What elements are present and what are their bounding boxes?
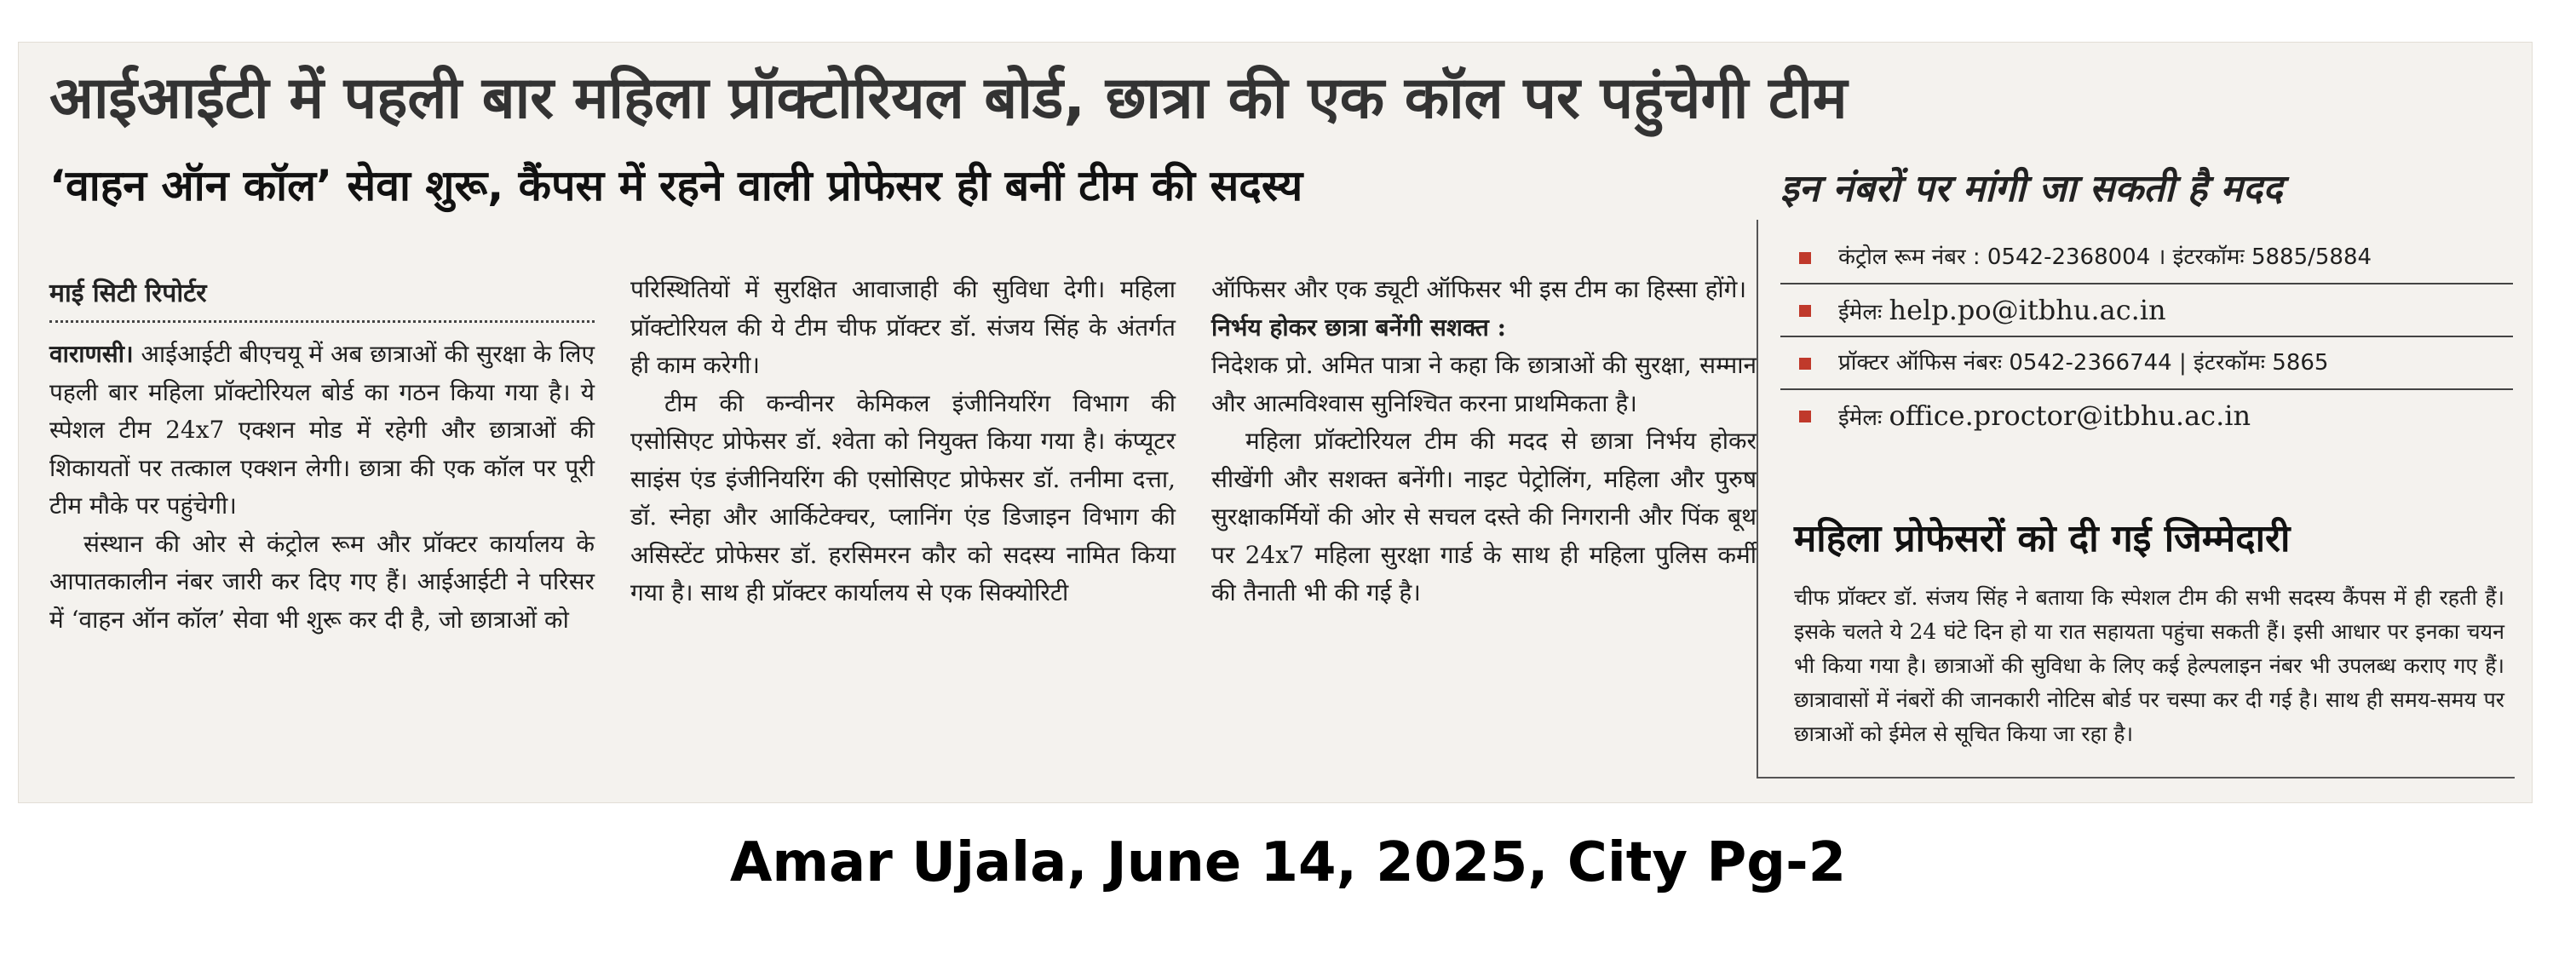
article-paragraph: निदेशक प्रो. अमित पात्रा ने कहा कि छात्राओं की सुरक्षा, सम्मान और आत्मविश्वास सुनिश्चित करना प्राथमिकता है।	[1211, 351, 1757, 417]
extension-value: 5865	[2272, 350, 2329, 376]
email-address: office.proctor@itbhu.ac.in	[1889, 399, 2251, 432]
separator: |	[2178, 350, 2187, 376]
source-caption: Amar Ujala, June 14, 2025, City Pg-2	[729, 831, 1847, 894]
contact-row-proctor-office	[1780, 337, 2513, 390]
article-paragraph-text: आईआईटी बीएचयू में अब छात्राओं की सुरक्षा के लिए पहली बार महिला प्रॉक्टोरियल बोर्ड का गठन किया गया है। ये स्पेशल टीम 24x7 एक्शन मोड में रहेगी और छात्राओं की शिकायतों पर तत्काल एक्शन लेगी। छात्रा की एक कॉल पर पूरी टीम मौके पर पहुंचेगी।	[49, 340, 595, 520]
newspaper-clipping	[19, 43, 2532, 802]
byline: माई सिटी रिपोर्टर	[49, 279, 207, 308]
contact-list	[1780, 232, 2513, 441]
square-bullet-icon	[1799, 358, 1811, 370]
extension-label: इंटरकॉमः	[2194, 350, 2266, 376]
extension-label: इंटरकॉमः	[2172, 244, 2245, 270]
article-column-3	[1211, 271, 1757, 612]
sidebar-title: इन नंबरों पर मांगी जा सकती है मदद	[1780, 167, 2283, 210]
sidebar-divider	[1757, 220, 1758, 779]
box-text: चीफ प्रॉक्टर डॉ. संजय सिंह ने बताया कि स्पेशल टीम की सभी सदस्य कैंपस में ही रहती हैं। इसके चलते ये 24 घंटे दिन हो या रात सहायता पहुंचा सकती हैं। इसी आधार पर इनका चयन भी किया गया है। छात्राओं की सुविधा के लिए कई हेल्पलाइन नंबर भी उपलब्ध कराए गए हैं। छात्रावासों में नंबरों की जानकारी नोटिस बोर्ड पर चस्पा कर दी गई है। साथ ही समय-समय पर छात्राओं को ईमेल से सूचित किया जा रहा है।	[1794, 585, 2504, 746]
square-bullet-icon	[1799, 411, 1811, 422]
headline: आईआईटी में पहली बार महिला प्रॉक्टोरियल बोर्ड, छात्रा की एक कॉल पर पहुंचेगी टीम	[49, 65, 1848, 132]
article-paragraph: संस्थान की ओर से कंट्रोल रूम और प्रॉक्टर कार्यालय के आपातकालीन नंबर जारी कर दिए गए हैं। आईआईटी ने परिसर में ‘वाहन ऑन कॉल’ सेवा भी शुरू कर दी है, जो छात्राओं को	[49, 529, 595, 634]
article-paragraph	[49, 336, 595, 526]
contact-label: कंट्रोल रूम नंबर :	[1838, 244, 1981, 270]
separator: ।	[2157, 244, 2166, 270]
contact-label: ईमेलः	[1838, 405, 1883, 431]
article-paragraph: ऑफिसर और एक ड्यूटी ऑफिसर भी इस टीम का हिस्सा होंगे।	[1211, 275, 1747, 303]
contact-label: ईमेलः	[1838, 300, 1883, 325]
article-paragraph	[1211, 309, 1757, 348]
square-bullet-icon	[1799, 252, 1811, 264]
article-column-1	[49, 336, 595, 639]
article-paragraph: महिला प्रॉक्टोरियल टीम की मदद से छात्रा निर्भय होकर सीखेंगी और सशक्त बनेंगी। नाइट पेट्रोलिंग, महिला और पुरुष सुरक्षाकर्मियों की ओर से सचल दस्ते की निगरानी और पिंक बूथ पर 24x7 महिला सुरक्षा गार्ड के साथ ही महिला पुलिस कर्मी की तैनाती भी की गई है।	[1211, 427, 1757, 606]
dateline: वाराणसी।	[49, 340, 134, 368]
contact-value: 0542-2366744	[2009, 350, 2172, 376]
sidebar-bottom-rule	[1757, 777, 2515, 779]
contact-value: 0542-2368004	[1987, 244, 2151, 270]
article-paragraph: टीम की कन्वीनर केमिकल इंजीनियरिंग विभाग की एसोसिएट प्रोफेसर डॉ. श्वेता को नियुक्त किया गया है। कंप्यूटर साइंस एंड इंजीनियरिंग की एसोसिएट प्रोफेसर डॉ. तनीमा दत्ता, डॉ. स्नेहा और आर्किटेक्चर, प्लानिंग एंड डिजाइन विभाग की असिस्टेंट प्रोफेसर डॉ. हरसिमरन कौर को सदस्य नामित किया गया है। साथ ही प्रॉक्टर कार्यालय से एक सिक्योरिटी	[630, 388, 1176, 606]
contact-row-control-room	[1780, 232, 2513, 284]
contact-row-email-proctor	[1780, 390, 2513, 441]
article-column-2	[630, 271, 1176, 612]
inline-subhead: निर्भय होकर छात्रा बनेंगी सशक्त :	[1211, 313, 1506, 342]
byline-divider	[49, 320, 595, 323]
square-bullet-icon	[1799, 305, 1811, 317]
email-address: help.po@itbhu.ac.in	[1889, 294, 2166, 326]
article-paragraph: परिस्थितियों में सुरक्षित आवाजाही की सुविधा देगी। महिला प्रॉक्टोरियल की ये टीम चीफ प्रॉक्टर डॉ. संजय सिंह के अंतर्गत ही काम करेगी।	[630, 275, 1176, 379]
extension-value: 5885/5884	[2251, 244, 2372, 270]
subheadline: ‘वाहन ऑन कॉल’ सेवा शुरू, कैंपस में रहने वाली प्रोफेसर ही बनीं टीम की सदस्य	[49, 161, 1303, 210]
contact-label: प्रॉक्टर ऑफिस नंबरः	[1838, 350, 2003, 376]
contact-row-email-help	[1780, 284, 2513, 337]
box-heading: महिला प्रोफेसरों को दी गई जिम्मेदारी	[1794, 517, 2291, 560]
